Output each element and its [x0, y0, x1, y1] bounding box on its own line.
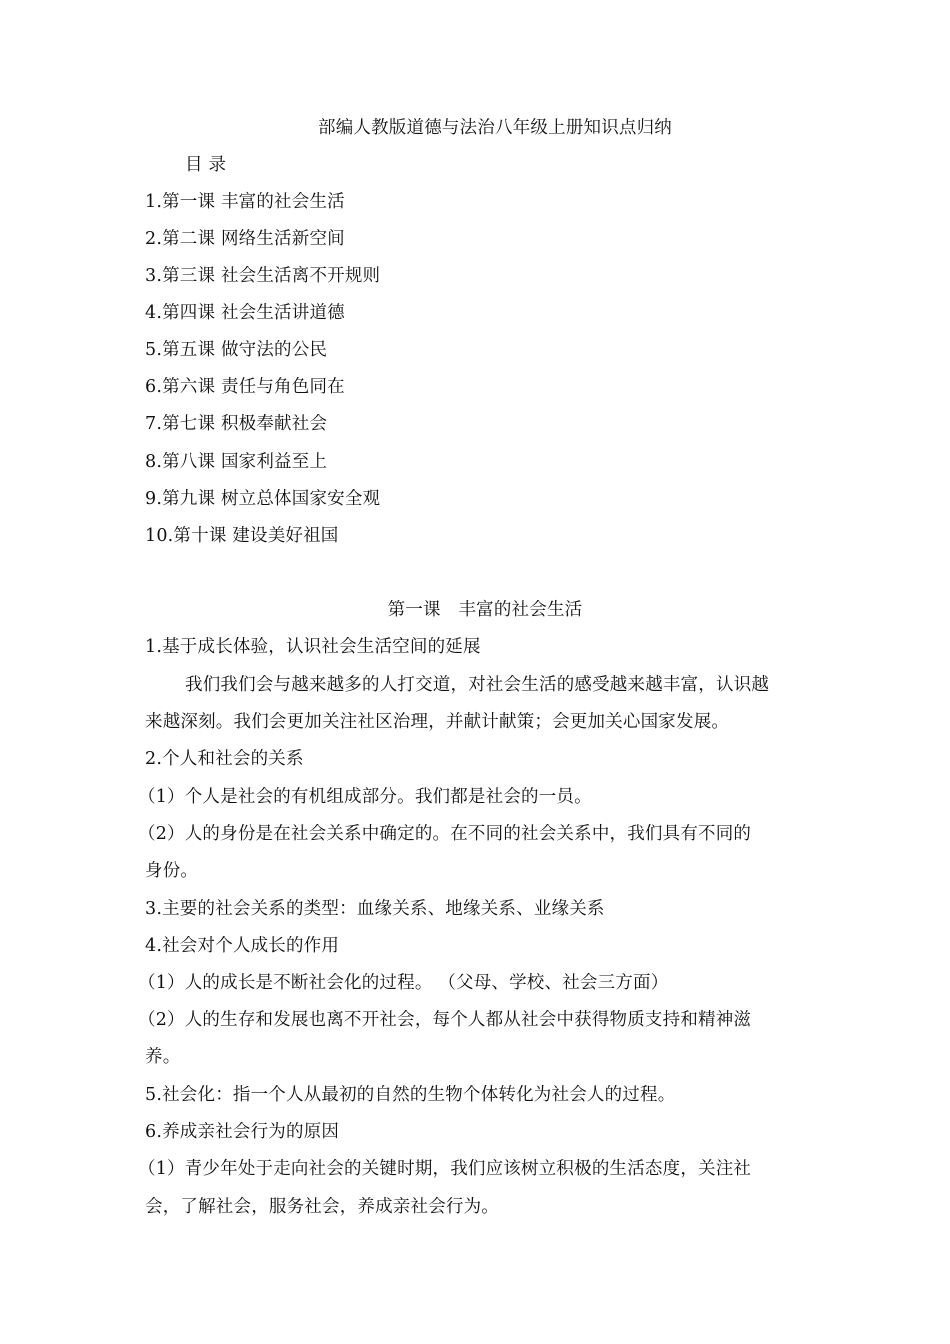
body-list-item: （2）人的生存和发展也离不开社会，每个人都从社会中获得物质支持和精神滋: [138, 1010, 752, 1030]
body-paragraph-line: 身份。: [145, 861, 199, 881]
body-heading-3: 3.主要的社会关系的类型：血缘关系、地缘关系、业缘关系: [145, 899, 605, 919]
body-list-item: （1）个人是社会的有机组成部分。我们都是社会的一员。: [138, 787, 592, 807]
toc-item-6: 6.第六课 责任与角色同在: [145, 377, 345, 397]
body-heading-5: 5.社会化：指一个人从最初的自然的生物个体转化为社会人的过程。: [145, 1085, 676, 1105]
body-paragraph-line: 会，了解社会，服务社会，养成亲社会行为。: [145, 1197, 499, 1217]
body-paragraph-line: 来越深刻。我们会更加关注社区治理，并献计献策；会更加关心国家发展。: [145, 712, 730, 732]
toc-item-10: 10.第十课 建设美好祖国: [145, 526, 339, 546]
body-heading-6: 6.养成亲社会行为的原因: [145, 1122, 340, 1142]
toc-heading: 目 录: [185, 155, 227, 175]
toc-item-2: 2.第二课 网络生活新空间: [145, 229, 345, 249]
toc-item-1: 1.第一课 丰富的社会生活: [145, 192, 345, 212]
body-list-item: （1）人的成长是不断社会化的过程。 （父母、学校、社会三方面）: [138, 973, 669, 993]
toc-item-7: 7.第七课 积极奉献社会: [145, 414, 328, 434]
body-paragraph-line: 我们我们会与越来越多的人打交道，对社会生活的感受越来越丰富，认识越: [185, 675, 770, 695]
toc-item-5: 5.第五课 做守法的公民: [145, 340, 328, 360]
body-list-item: （2）人的身份是在社会关系中确定的。在不同的社会关系中，我们具有不同的: [138, 824, 752, 844]
body-heading-1: 1.基于成长体验，认识社会生活空间的延展: [145, 637, 481, 657]
body-list-item: （1）青少年处于走向社会的关键时期，我们应该树立积极的生活态度，关注社: [138, 1159, 752, 1179]
toc-item-8: 8.第八课 国家利益至上: [145, 452, 328, 472]
body-heading-4: 4.社会对个人成长的作用: [145, 936, 340, 956]
body-heading-2: 2.个人和社会的关系: [145, 749, 304, 769]
document-title: 部编人教版道德与法治八年级上册知识点归纳: [318, 118, 672, 138]
body-paragraph-line: 养。: [145, 1047, 181, 1067]
section-title: 第一课 丰富的社会生活: [387, 600, 583, 620]
toc-item-3: 3.第三课 社会生活离不开规则: [145, 266, 381, 286]
toc-item-9: 9.第九课 树立总体国家安全观: [145, 489, 381, 509]
toc-item-4: 4.第四课 社会生活讲道德: [145, 303, 345, 323]
